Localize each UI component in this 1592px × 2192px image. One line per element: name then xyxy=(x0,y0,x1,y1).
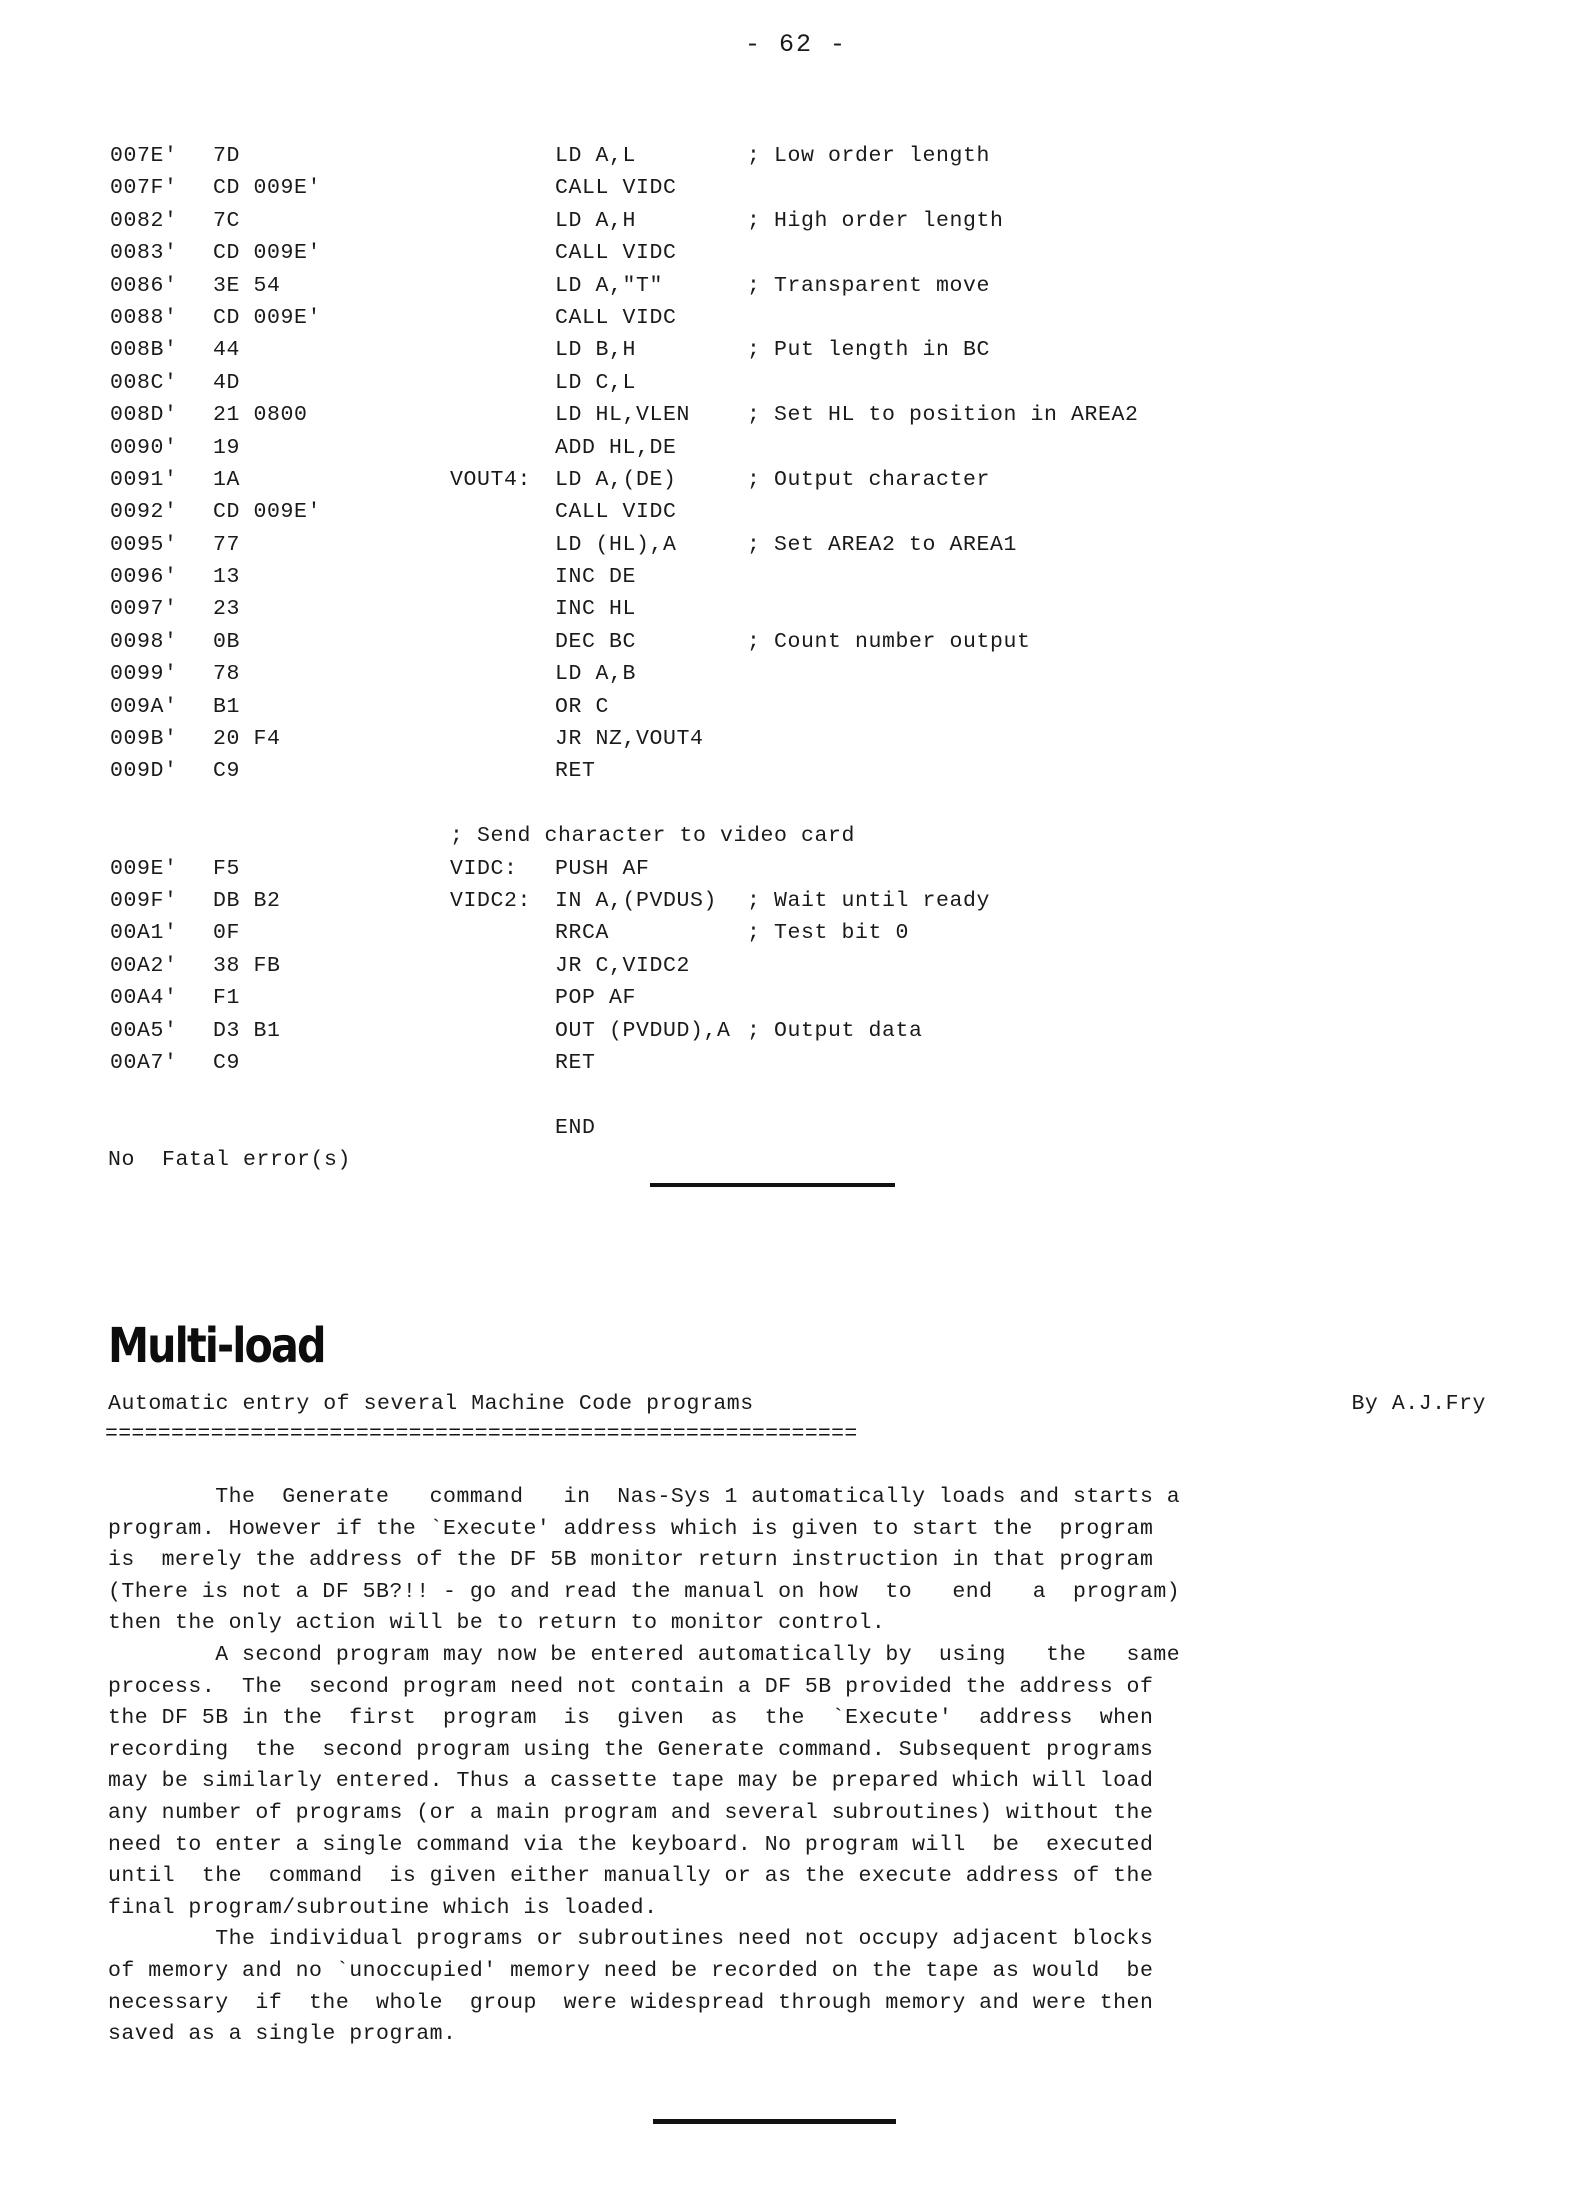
listing-comment: ; Test bit 0 xyxy=(747,921,910,946)
listing-address: 0096' xyxy=(110,565,178,590)
listing-section-comment: ; Send character to video card xyxy=(450,824,856,849)
listing-opcode-bytes: D3 B1 xyxy=(213,1018,281,1043)
listing-opcode-bytes: 23 xyxy=(213,597,241,622)
body-text-line: is merely the address of the DF 5B monitor return instruction in that program xyxy=(108,1548,1154,1573)
listing-instruction: PUSH AF xyxy=(555,856,650,881)
listing-opcode-bytes: 38 FB xyxy=(213,953,281,978)
listing-opcode-bytes: 3E 54 xyxy=(213,273,281,298)
listing-opcode-bytes: CD 009E' xyxy=(213,176,322,201)
listing-instruction: CALL VIDC xyxy=(555,305,677,330)
listing-opcode-bytes: F1 xyxy=(213,986,241,1011)
assembly-line xyxy=(110,237,1510,269)
body-text-line: The Generate command in Nas-Sys 1 automatically loads and starts a xyxy=(108,1485,1181,1509)
listing-instruction: RET xyxy=(555,1050,596,1075)
listing-instruction: LD B,H xyxy=(555,338,637,363)
body-text-line: final program/subroutine which is loaded. xyxy=(108,1895,658,1920)
listing-opcode-bytes: CD 009E' xyxy=(213,241,322,266)
listing-comment: ; Wait until ready xyxy=(747,888,991,913)
listing-instruction: LD (HL),A xyxy=(555,532,677,557)
listing-address: 00A2' xyxy=(110,953,178,978)
body-text-line: program. However if the `Execute' address which is given to start the program xyxy=(108,1516,1154,1541)
listing-opcode-bytes: 7C xyxy=(213,208,241,233)
listing-opcode-bytes: 78 xyxy=(213,662,241,687)
body-text-line: then the only action will be to return to monitor control. xyxy=(108,1611,886,1636)
listing-address: 009F' xyxy=(110,888,178,913)
assembly-line xyxy=(110,950,1510,982)
listing-opcode-bytes: CD 009E' xyxy=(213,305,322,330)
listing-address: 0097' xyxy=(110,597,178,622)
listing-end-directive: END xyxy=(555,1115,596,1140)
assembly-line xyxy=(110,270,1510,302)
listing-comment: ; Count number output xyxy=(747,629,1031,654)
listing-comment: ; Set AREA2 to AREA1 xyxy=(747,532,1018,557)
assembly-line xyxy=(110,691,1510,723)
listing-opcode-bytes: 20 F4 xyxy=(213,727,281,752)
listing-comment: ; Low order length xyxy=(747,144,991,168)
assembly-line xyxy=(110,658,1510,690)
listing-instruction: JR C,VIDC2 xyxy=(555,953,691,978)
listing-address: 008C' xyxy=(110,370,178,395)
listing-opcode-bytes: F5 xyxy=(213,856,241,881)
listing-instruction: POP AF xyxy=(555,986,637,1011)
listing-label: VIDC2: xyxy=(450,888,532,913)
assembly-line xyxy=(110,982,1510,1014)
listing-address: 008D' xyxy=(110,403,178,428)
listing-instruction: DEC BC xyxy=(555,629,637,654)
listing-address: 0083' xyxy=(110,241,178,266)
body-text-line: may be similarly entered. Thus a cassette tape may be prepared which will load xyxy=(108,1769,1154,1794)
listing-instruction: LD A,"T" xyxy=(555,273,664,298)
listing-address: 00A7' xyxy=(110,1050,178,1075)
listing-address: 007F' xyxy=(110,176,178,201)
article-rule: ========================================================= xyxy=(105,1422,858,1446)
listing-instruction: RET xyxy=(555,759,596,784)
body-text-line: the DF 5B in the first program is given as the `Execute' address when xyxy=(108,1706,1154,1731)
listing-address: 0099' xyxy=(110,662,178,687)
listing-instruction: JR NZ,VOUT4 xyxy=(555,727,704,752)
listing-instruction: OR C xyxy=(555,694,610,719)
listing-comment: ; Output data xyxy=(747,1018,923,1043)
listing-address: 008B' xyxy=(110,338,178,363)
section-divider-bottom xyxy=(653,2119,896,2124)
listing-instruction: LD A,(DE) xyxy=(555,467,677,492)
listing-instruction: ADD HL,DE xyxy=(555,435,677,460)
article-author: By A.J.Fry xyxy=(1351,1392,1486,1416)
listing-address: 009B' xyxy=(110,727,178,752)
listing-address: 007E' xyxy=(110,144,178,168)
assembly-listing xyxy=(110,140,1510,1177)
listing-opcode-bytes: 21 0800 xyxy=(213,403,308,428)
listing-opcode-bytes: 0B xyxy=(213,629,241,654)
assembly-line xyxy=(110,561,1510,593)
listing-opcode-bytes: 44 xyxy=(213,338,241,363)
body-text-line: saved as a single program. xyxy=(108,2022,457,2047)
listing-opcode-bytes: CD 009E' xyxy=(213,500,322,525)
assembly-line xyxy=(110,367,1510,399)
assembly-line xyxy=(110,172,1510,204)
listing-comment: ; High order length xyxy=(747,208,1004,233)
assembly-line xyxy=(110,593,1510,625)
listing-opcode-bytes: 0F xyxy=(213,921,241,946)
listing-address: 0088' xyxy=(110,305,178,330)
assembly-line xyxy=(110,917,1510,949)
listing-address: 00A4' xyxy=(110,986,178,1011)
listing-opcode-bytes: C9 xyxy=(213,1050,241,1075)
listing-instruction: CALL VIDC xyxy=(555,176,677,201)
assembly-line xyxy=(110,755,1510,787)
assembly-line xyxy=(110,626,1510,658)
assembly-line xyxy=(110,399,1510,431)
assembly-line xyxy=(110,496,1510,528)
body-text-line: recording the second program using the Generate command. Subsequent programs xyxy=(108,1737,1154,1762)
body-text-line: until the command is given either manually or as the execute address of the xyxy=(108,1864,1154,1889)
body-text-line: process. The second program need not contain a DF 5B provided the address of xyxy=(108,1674,1154,1699)
listing-address: 0091' xyxy=(110,467,178,492)
listing-opcode-bytes: 13 xyxy=(213,565,241,590)
assembly-line xyxy=(110,140,1510,172)
listing-comment: ; Set HL to position in AREA2 xyxy=(747,403,1139,428)
listing-blank-line xyxy=(110,1079,1510,1111)
listing-address: 0098' xyxy=(110,629,178,654)
listing-instruction: LD A,B xyxy=(555,662,637,687)
section-divider-top xyxy=(650,1183,895,1187)
listing-instruction: CALL VIDC xyxy=(555,241,677,266)
listing-address: 009A' xyxy=(110,694,178,719)
listing-instruction: LD HL,VLEN xyxy=(555,403,691,428)
body-text-line: any number of programs (or a main program and several subroutines) without the xyxy=(108,1800,1154,1825)
listing-errors-line xyxy=(110,1144,1510,1176)
listing-address: 009E' xyxy=(110,856,178,881)
listing-end-line xyxy=(110,1112,1510,1144)
assembly-line xyxy=(110,853,1510,885)
listing-opcode-bytes: 77 xyxy=(213,532,241,557)
listing-opcode-bytes: B1 xyxy=(213,694,241,719)
listing-instruction: INC HL xyxy=(555,597,637,622)
listing-instruction: LD A,H xyxy=(555,208,637,233)
body-text-line: need to enter a single command via the keyboard. No program will be executed xyxy=(108,1832,1154,1857)
listing-comment: ; Transparent move xyxy=(747,273,991,298)
listing-address: 0092' xyxy=(110,500,178,525)
listing-instruction: LD C,L xyxy=(555,370,637,395)
assembly-line xyxy=(110,723,1510,755)
listing-comment: ; Put length in BC xyxy=(747,338,991,363)
assembly-line xyxy=(110,1015,1510,1047)
listing-address: 00A1' xyxy=(110,921,178,946)
listing-instruction: OUT (PVDUD),A xyxy=(555,1018,731,1043)
listing-address: 0095' xyxy=(110,532,178,557)
assembly-line xyxy=(110,302,1510,334)
assembly-line xyxy=(110,1047,1510,1079)
listing-opcode-bytes: 1A xyxy=(213,467,241,492)
listing-instruction: RRCA xyxy=(555,921,610,946)
assembly-line xyxy=(110,334,1510,366)
listing-instruction: IN A,(PVDUS) xyxy=(555,888,718,913)
listing-label: VIDC: xyxy=(450,856,518,881)
listing-address: 0082' xyxy=(110,208,178,233)
listing-blank-line xyxy=(110,788,1510,820)
page-number: - 62 - xyxy=(744,30,847,59)
listing-opcode-bytes: 19 xyxy=(213,435,241,460)
listing-comment: ; Output character xyxy=(747,467,991,492)
listing-opcode-bytes: DB B2 xyxy=(213,888,281,913)
listing-address: 009D' xyxy=(110,759,178,784)
article-title: Multi-load xyxy=(108,1318,325,1374)
listing-address: 0086' xyxy=(110,273,178,298)
listing-section-comment-line xyxy=(110,820,1510,852)
assembly-line xyxy=(110,205,1510,237)
listing-address: 0090' xyxy=(110,435,178,460)
body-text-line: A second program may now be entered automatically by using the same xyxy=(108,1642,1181,1667)
listing-label: VOUT4: xyxy=(450,467,532,492)
listing-instruction: INC DE xyxy=(555,565,637,590)
article-body xyxy=(108,1482,1508,2051)
listing-instruction: LD A,L xyxy=(555,144,637,168)
listing-error-count: No Fatal error(s) xyxy=(108,1148,352,1173)
assembly-line xyxy=(110,464,1510,496)
body-text-line: The individual programs or subroutines need not occupy adjacent blocks xyxy=(108,1927,1154,1952)
listing-address: 00A5' xyxy=(110,1018,178,1043)
listing-opcode-bytes: C9 xyxy=(213,759,241,784)
body-text-line: necessary if the whole group were widespread through memory and were then xyxy=(108,1990,1154,2015)
listing-opcode-bytes: 7D xyxy=(213,144,241,168)
assembly-line xyxy=(110,885,1510,917)
assembly-line xyxy=(110,432,1510,464)
assembly-line xyxy=(110,529,1510,561)
listing-instruction: CALL VIDC xyxy=(555,500,677,525)
body-text-line: (There is not a DF 5B?!! - go and read the manual on how to end a program) xyxy=(108,1579,1181,1604)
listing-opcode-bytes: 4D xyxy=(213,370,241,395)
article-subtitle: Automatic entry of several Machine Code programs xyxy=(108,1392,754,1416)
body-text-line: of memory and no `unoccupied' memory need be recorded on the tape as would be xyxy=(108,1958,1154,1983)
